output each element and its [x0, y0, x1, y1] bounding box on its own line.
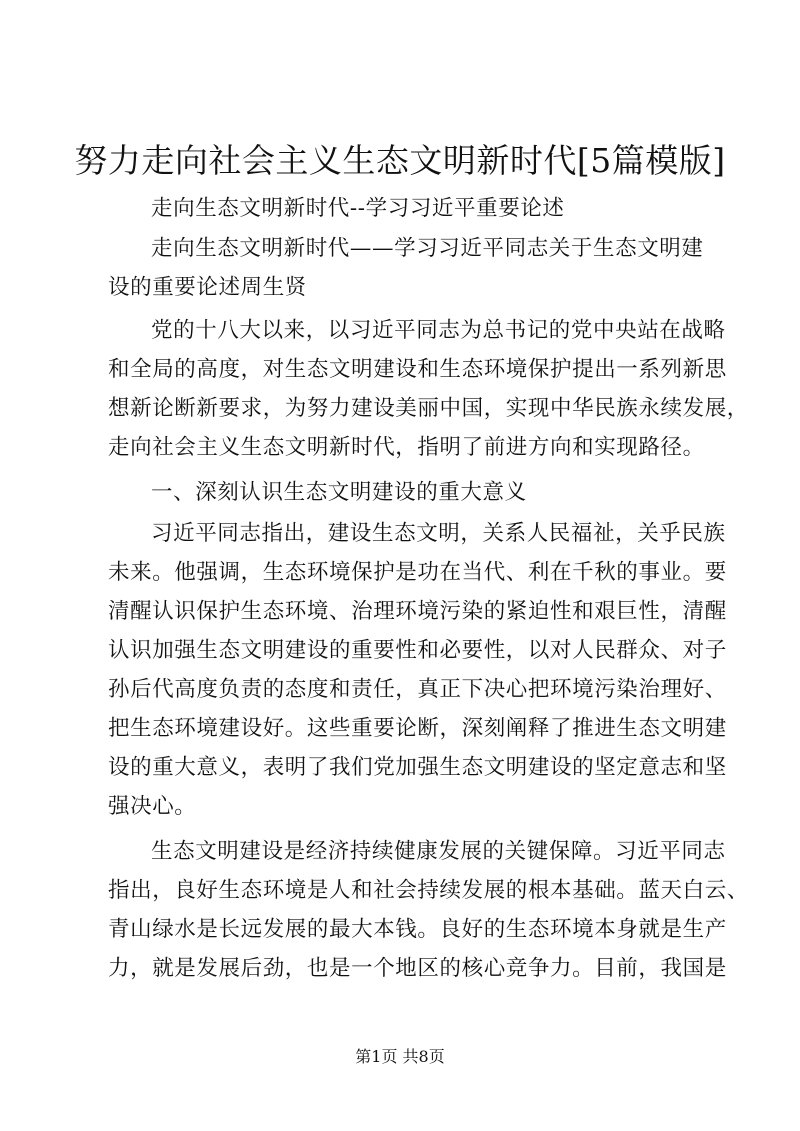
text-line: 孙后代高度负责的态度和责任，真正下决心把环境污染治理好、	[108, 677, 727, 702]
text-line: 生态文明建设是经济持续健康发展的关键保障。习近平同志	[151, 839, 726, 864]
section-heading	[108, 473, 694, 512]
paragraph-body-1	[108, 514, 727, 826]
text-line: 想新论断新要求，为努力建设美丽中国，实现中华民族永续发展，	[108, 396, 749, 421]
text-line: 认识加强生态文明建设的重要性和必要性，以对人民群众、对子	[108, 638, 727, 663]
paragraph-intro	[108, 311, 749, 467]
text-line: 走向生态文明新时代——学习习近平同志关于生态文明建	[151, 236, 704, 261]
text-line: 和全局的高度，对生态文明建设和生态环境保护提出一系列新思	[108, 357, 727, 382]
text-line: 党的十八大以来，以习近平同志为总书记的党中央站在战略	[151, 318, 726, 343]
page-total: 共8页	[402, 1047, 445, 1066]
page-footer	[0, 1046, 800, 1068]
text-line: 设的重大意义，表明了我们党加强生态文明建设的坚定意志和坚	[108, 755, 727, 780]
text-line: 清醒认识保护生态环境、治理环境污染的紧迫性和艰巨性，清醒	[108, 599, 727, 624]
paragraph-subtitle	[108, 189, 694, 228]
document-title: 努力走向社会主义生态文明新时代[5篇模版]	[74, 141, 726, 180]
text-line: 强决心。	[108, 794, 197, 819]
text-line: 走向社会主义生态文明新时代，指明了前进方向和实现路径。	[108, 435, 705, 460]
text-line: 一、深刻认识生态文明建设的重大意义	[151, 480, 527, 505]
text-line: 走向生态文明新时代--学习习近平重要论述	[151, 196, 565, 221]
text-line: 力，就是发展后劲，也是一个地区的核心竞争力。目前，我国是	[108, 956, 727, 981]
text-line: 未来。他强调，生态环境保护是功在当代、利在千秋的事业。要	[108, 560, 727, 585]
paragraph-heading	[108, 229, 704, 307]
text-line: 把生态环境建设好。这些重要论断，深刻阐释了推进生态文明建	[108, 716, 727, 741]
text-line: 指出，良好生态环境是人和社会持续发展的根本基础。蓝天白云、	[108, 878, 749, 903]
page-number: 第1页	[355, 1047, 398, 1066]
paragraph-body-2	[108, 832, 749, 988]
text-line: 设的重要论述周生贤	[108, 275, 307, 300]
text-line: 习近平同志指出，建设生态文明，关系人民福祉，关乎民族	[151, 521, 726, 546]
text-line: 青山绿水是长远发展的最大本钱。良好的生态环境本身就是生产	[108, 917, 727, 942]
